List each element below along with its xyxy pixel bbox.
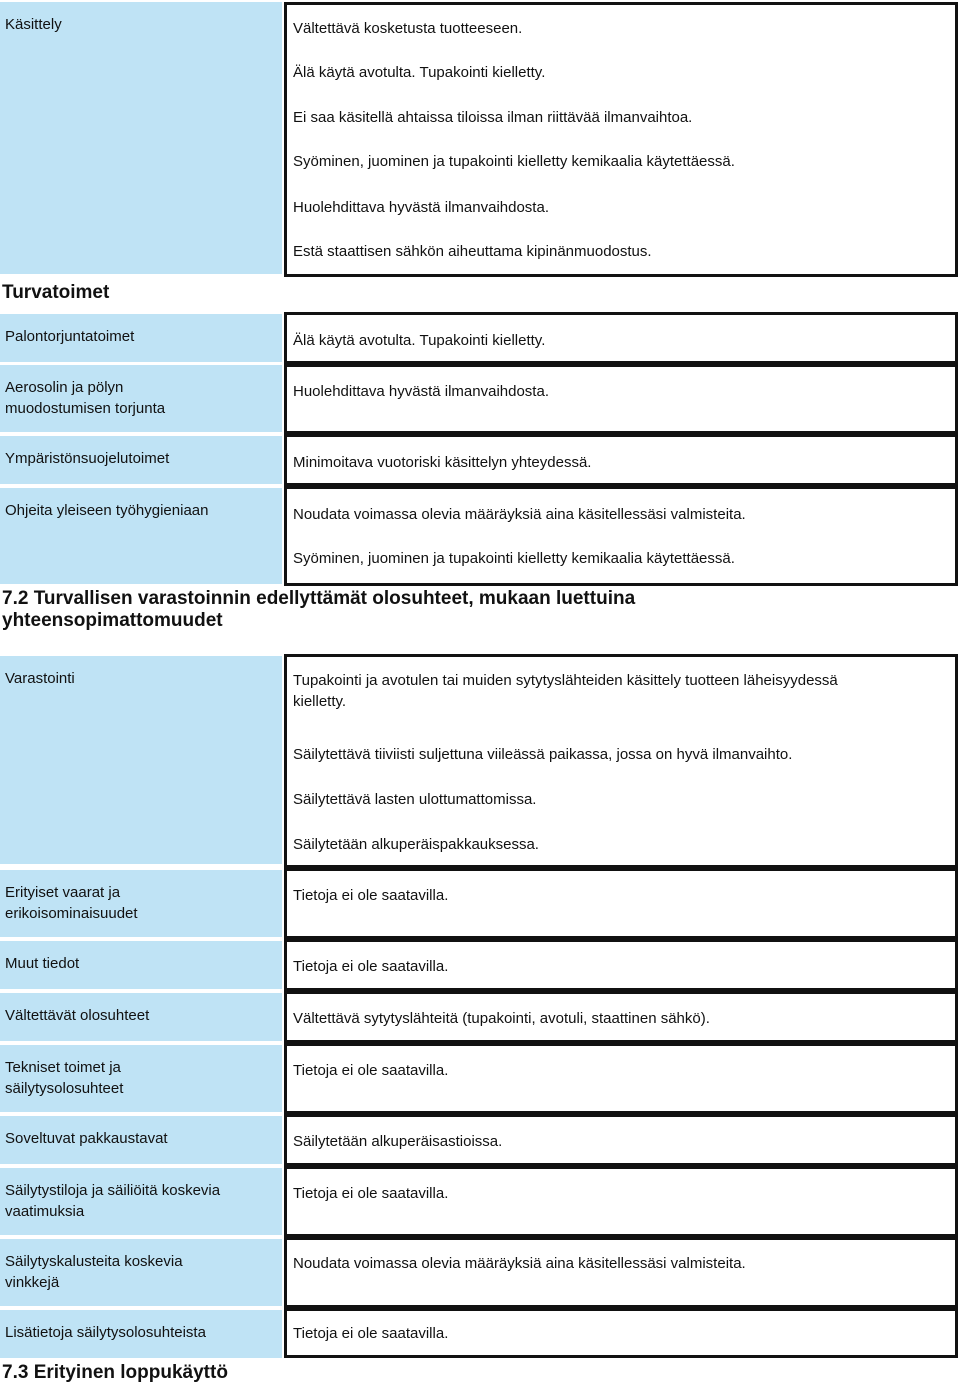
storage-label: Varastointi: [0, 656, 282, 864]
safety-box: [284, 486, 958, 586]
storage-line: Säilytettävä lasten ulottumattomissa.: [293, 791, 537, 808]
storage-row-label: Tekniset toimet ja säilytysolosuhteet: [0, 1045, 282, 1112]
storage-row-label: Soveltuvat pakkaustavat: [0, 1116, 282, 1164]
safety-value: Syöminen, juominen ja tupakointi kielletty kemikaalia käytettäessä.: [293, 550, 735, 567]
safety-label: Ympäristönsuojelutoimet: [0, 436, 282, 484]
handling-line: Huolehdittava hyvästä ilmanvaihdosta.: [293, 199, 549, 216]
safety-value: Noudata voimassa olevia määräyksiä aina käsitellessäsi valmisteita.: [293, 506, 746, 523]
storage-row-value: Vältettävä sytytyslähteitä (tupakointi, avotuli, staattinen sähkö).: [293, 1010, 710, 1027]
safety-value: Älä käytä avotulta. Tupakointi kielletty.: [293, 332, 546, 349]
storage-row-label: Vältettävät olosuhteet: [0, 993, 282, 1041]
storage-row-value: Tietoja ei ole saatavilla.: [293, 1062, 449, 1079]
safety-label: Aerosolin ja pölyn muodostumisen torjunta: [0, 365, 282, 432]
safety-label: Palontorjuntatoimet: [0, 314, 282, 362]
storage-row-value: Säilytetään alkuperäisastioissa.: [293, 1133, 503, 1150]
storage-row-value: Noudata voimassa olevia määräyksiä aina käsitellessäsi valmisteita.: [293, 1255, 746, 1272]
storage-row-label: Lisätietoja säilytysolosuhteista: [0, 1310, 282, 1358]
storage-row-label: Muut tiedot: [0, 941, 282, 989]
handling-line: Syöminen, juominen ja tupakointi kielletty kemikaalia käytettäessä.: [293, 153, 735, 170]
handling-line: Estä staattisen sähkön aiheuttama kipinänmuodostus.: [293, 243, 652, 260]
handling-box: [284, 2, 958, 277]
safety-value: Huolehdittava hyvästä ilmanvaihdosta.: [293, 383, 549, 400]
storage-line: Säilytettävä tiiviisti suljettuna viileässä paikassa, jossa on hyvä ilmanvaihto.: [293, 746, 793, 763]
safety-heading: Turvatoimet: [2, 282, 110, 303]
storage-row-value: Tietoja ei ole saatavilla.: [293, 958, 449, 975]
handling-line: Älä käytä avotulta. Tupakointi kielletty.: [293, 64, 546, 81]
storage-row-value: Tietoja ei ole saatavilla.: [293, 887, 449, 904]
section-7-2-heading: 7.2 Turvallisen varastoinnin edellyttämät olosuhteet, mukaan luettuina yhteensopimattomuudet: [2, 588, 636, 631]
section-7-3-heading: 7.3 Erityinen loppukäyttö: [2, 1362, 228, 1383]
safety-label: Ohjeita yleiseen työhygieniaan: [0, 488, 282, 584]
storage-line: Tupakointi ja avotulen tai muiden sytytyslähteiden käsittely tuotteen läheisyydessä kielletty.: [293, 672, 838, 710]
storage-row-label: Erityiset vaarat ja erikoisominaisuudet: [0, 870, 282, 937]
handling-label: Käsittely: [0, 2, 282, 274]
storage-row-value: Tietoja ei ole saatavilla.: [293, 1325, 449, 1342]
storage-row-value: Tietoja ei ole saatavilla.: [293, 1185, 449, 1202]
handling-line: Ei saa käsitellä ahtaissa tiloissa ilman riittävää ilmanvaihtoa.: [293, 109, 693, 126]
safety-value: Minimoitava vuotoriski käsittelyn yhteydessä.: [293, 454, 592, 471]
storage-line: Säilytetään alkuperäispakkauksessa.: [293, 836, 539, 853]
storage-row-label: Säilytyskalusteita koskevia vinkkejä: [0, 1239, 282, 1306]
storage-row-label: Säilytystiloja ja säiliöitä koskevia vaatimuksia: [0, 1168, 282, 1235]
handling-line: Vältettävä kosketusta tuotteeseen.: [293, 20, 523, 37]
